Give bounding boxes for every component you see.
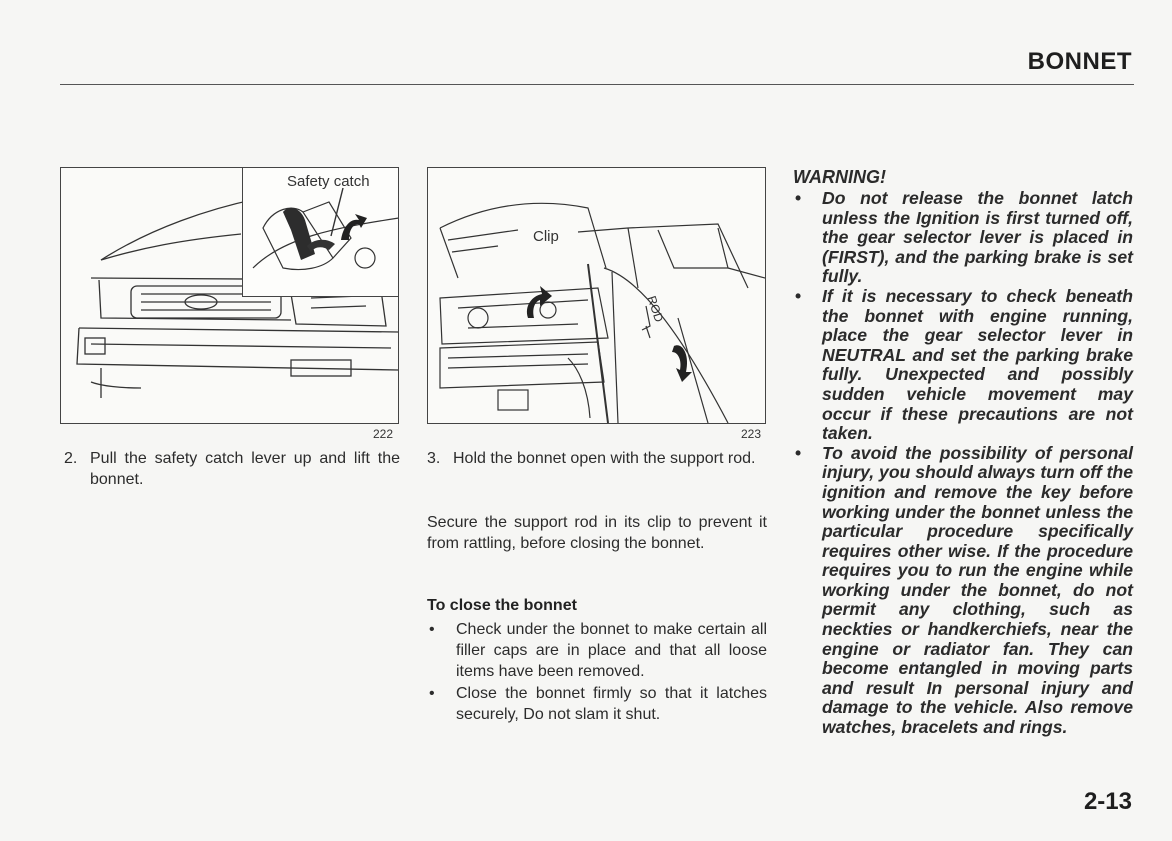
rod-label: ROD <box>644 294 667 324</box>
header-divider <box>60 84 1134 85</box>
warning-text: To avoid the possibility of personal injury, you should always turn off the ignition and remove the key before working under the bonnet unless the particular procedure specifically requires other wise. If the procedure requires you to run the engine while working under the bonnet, do not permit any clothing, such as neckties or handkerchiefs, near the engine or radiator fan. They can become entangled in moving parts and result In personal injury and damage to the vehicle. Also remove watches, bracelets and rings. <box>822 442 1133 738</box>
figure-support-rod <box>427 167 766 424</box>
step-number: 3. <box>427 450 441 467</box>
list-item <box>427 619 767 682</box>
bullet-icon: • <box>795 285 802 306</box>
safety-catch-label: Safety catch <box>287 173 370 190</box>
figure-number: 223 <box>741 427 762 441</box>
figure-safety-catch <box>60 167 399 424</box>
warning-list <box>793 189 1133 738</box>
warning-box <box>793 166 1133 738</box>
bullet-icon: • <box>429 685 435 702</box>
warning-item <box>793 444 1133 738</box>
warning-item <box>793 189 1133 287</box>
page-number: 2-13 <box>1083 788 1132 815</box>
step-text: Pull the safety catch lever up and lift the bonnet. <box>90 450 400 488</box>
bullet-icon: • <box>795 442 802 463</box>
secure-paragraph: Secure the support rod in its clip to prevent it from rattling, before closing the bonnet. <box>427 514 767 552</box>
page-title: BONNET <box>1027 48 1132 75</box>
step-text: Hold the bonnet open with the support rod. <box>453 450 756 467</box>
safety-catch-inset <box>242 167 399 297</box>
figure-number: 222 <box>373 427 394 441</box>
warning-text: If it is necessary to check beneath the bonnet with engine running, place the gear selector lever in NEUTRAL and set the parking brake fully. Unexpected and possibly sudden vehicle movement may occur if these precautions are not taken. <box>822 285 1133 444</box>
bonnet-open-illustration <box>428 168 765 423</box>
close-bonnet-heading: To close the bonnet <box>427 597 577 614</box>
step-number: 2. <box>64 450 78 467</box>
close-bonnet-list <box>427 619 767 726</box>
step-3 <box>427 448 767 469</box>
step-2 <box>64 448 400 490</box>
warning-item <box>793 287 1133 444</box>
list-item-text: Close the bonnet firmly so that it latches securely, Do not slam it shut. <box>456 685 767 723</box>
warning-title: WARNING! <box>793 167 886 187</box>
bullet-icon: • <box>795 188 802 208</box>
bullet-icon: • <box>429 621 435 638</box>
clip-label: Clip <box>533 228 559 245</box>
warning-text: Do not release the bonnet latch unless the Ignition is first turned off, the gear selector lever is placed in (FIRST), and the parking brake is set fully. <box>822 188 1133 287</box>
list-item <box>427 683 767 725</box>
list-item-text: Check under the bonnet to make certain all filler caps are in place and that all loose items have been removed. <box>456 621 767 680</box>
